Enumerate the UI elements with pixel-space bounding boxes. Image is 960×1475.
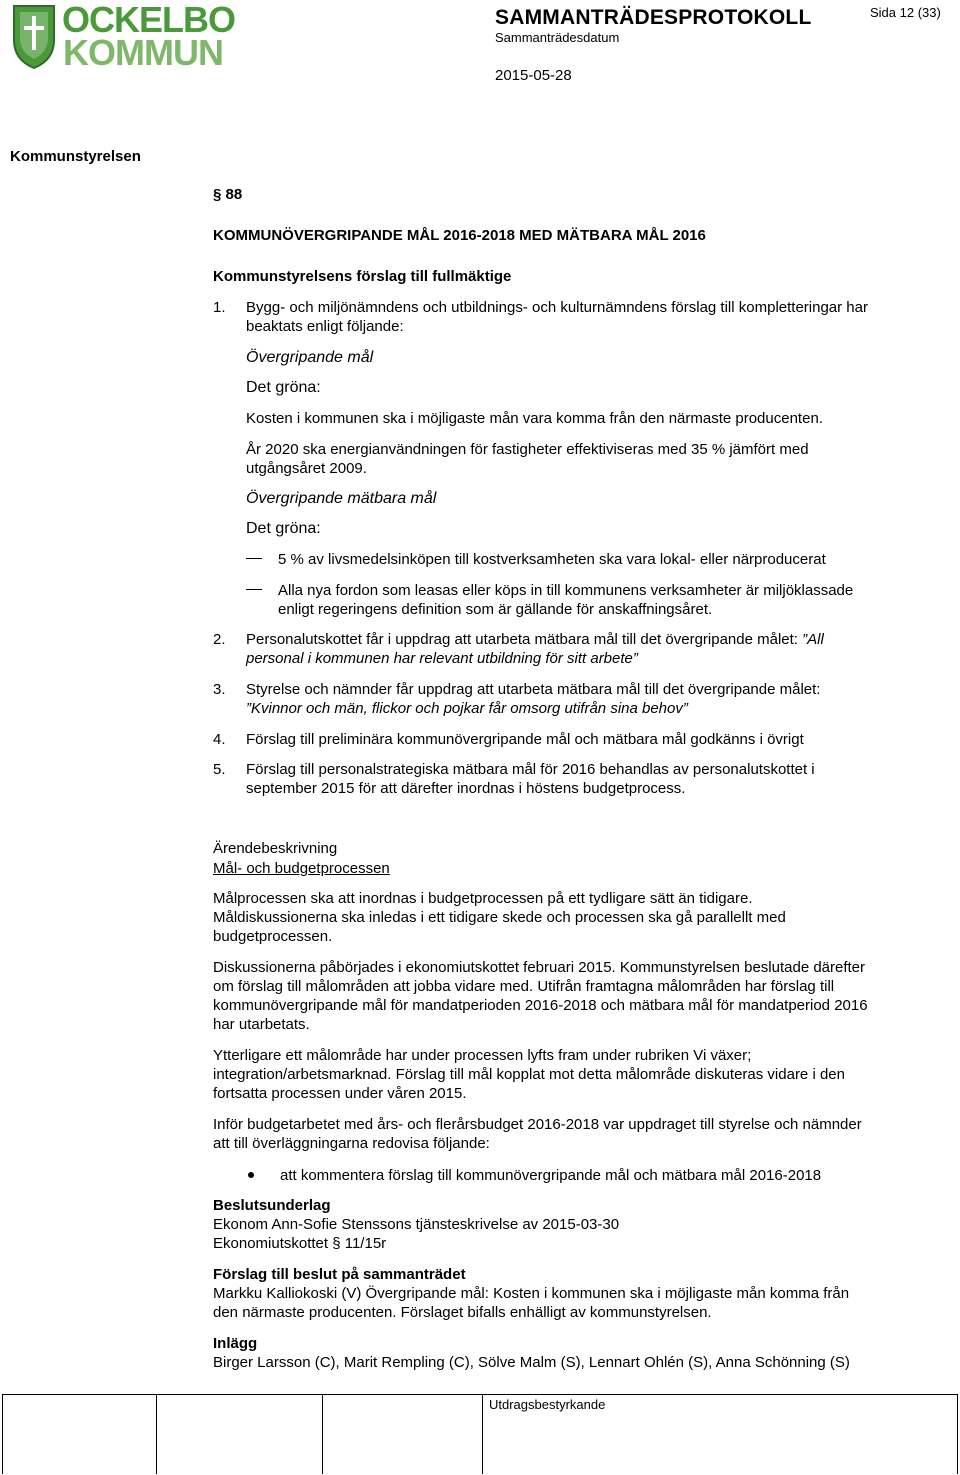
subheading-green: Det gröna: xyxy=(246,379,321,396)
dash-item-text: enligt regeringens definition som är gällande för anskaffningsåret. xyxy=(278,601,713,618)
paragraph-line: kommunövergripande mål för mandatperioden 2016-2018 och mätbara mål för mandatperiod 2016 xyxy=(213,997,868,1014)
logo-line-1: OCKELBO xyxy=(62,0,235,40)
item-number: 3. xyxy=(213,681,226,698)
paragraph-line: Måldiskussionerna ska inledas i ett tidigare skede och processen ska gå parallellt med xyxy=(213,909,786,926)
motion-line: den närmaste producenten. Förslaget bifalls enhälligt av kommunstyrelsen. xyxy=(213,1304,712,1321)
subheading-measurable-goals: Övergripande mätbara mål xyxy=(246,490,437,507)
signature-cell xyxy=(482,1394,483,1474)
item-text-quote: ”Kvinnor och män, flickor och pojkar får omsorg utifrån sina behov” xyxy=(246,700,688,717)
goal-text: Kosten i kommunen ska i möjligaste mån vara komma från den närmaste producenten. xyxy=(246,410,823,427)
item-number: 2. xyxy=(213,631,226,648)
contributions-heading: Inlägg xyxy=(213,1335,258,1352)
meeting-date-label: Sammanträdesdatum xyxy=(495,30,620,45)
signature-cell xyxy=(957,1394,958,1474)
certifier-label: Utdragsbestyrkande xyxy=(489,1397,606,1412)
page-number: Sida 12 (33) xyxy=(870,5,941,20)
organization-name: Kommunstyrelsen xyxy=(10,148,141,165)
logo xyxy=(10,0,235,73)
paragraph-line: Inför budgetarbetet med års- och flerårsbudget 2016-2018 var uppdraget till styrelse och nämnder xyxy=(213,1116,862,1133)
item-text-quote: personal i kommunen har relevant utbildning för sitt arbete” xyxy=(246,650,638,667)
basis-heading: Beslutsunderlag xyxy=(213,1197,331,1214)
case-heading: Ärendebeskrivning xyxy=(213,840,338,857)
dash-item-text: Alla nya fordon som leasas eller köps in till kommunens verksamheter är miljöklassade xyxy=(278,582,854,599)
bullet-item-text: att kommentera förslag till kommunövergripande mål och mätbara mål 2016-2018 xyxy=(280,1167,822,1184)
proposal-heading: Kommunstyrelsens förslag till fullmäktige xyxy=(213,268,512,285)
logo-line-2: KOMMUN xyxy=(63,32,223,73)
dash-item-text: 5 % av livsmedelsinköpen till kostverksamheten ska vara lokal- eller närproducerat xyxy=(278,551,826,568)
dash-marker xyxy=(246,589,262,590)
subheading-green: Det gröna: xyxy=(246,520,321,537)
paragraph-line: har utarbetats. xyxy=(213,1016,310,1033)
paragraph-line: fortsatta processen under våren 2015. xyxy=(213,1085,467,1102)
item-text: beaktats enligt följande: xyxy=(246,318,404,335)
meeting-date: 2015-05-28 xyxy=(495,67,572,84)
paragraph-line: att till överläggningarna redovisa följande: xyxy=(213,1135,490,1152)
coat-of-arms-icon xyxy=(10,2,58,70)
paragraph-line: om förslag till målområden att jobba vidare med. Utifrån framtagna målområden har förslag till xyxy=(213,978,835,995)
goal-text: År 2020 ska energianvändningen för fastigheter effektiviseras med 35 % jämfört med xyxy=(246,441,809,458)
item-text: Förslag till personalstrategiska mätbara mål för 2016 behandlas av personalutskottet i xyxy=(246,761,815,778)
section-title: KOMMUNÖVERGRIPANDE MÅL 2016-2018 MED MÄTBARA MÅL 2016 xyxy=(213,227,706,244)
document-title: SAMMANTRÄDESPROTOKOLL xyxy=(495,6,812,29)
signature-cell xyxy=(2,1394,3,1474)
paragraph-line: budgetprocessen. xyxy=(213,928,333,945)
item-text: Bygg- och miljönämndens och utbildnings- och kulturnämndens förslag till kompletteringar har xyxy=(246,299,868,316)
goal-text: utgångsåret 2009. xyxy=(246,460,367,477)
item-text: Förslag till preliminära kommunövergripande mål och mätbara mål godkänns i övrigt xyxy=(246,731,804,748)
item-number: 5. xyxy=(213,761,226,778)
item-text: Styrelse och nämnder får uppdrag att utarbeta mätbara mål till det övergripande målet: xyxy=(246,681,821,698)
signature-table xyxy=(2,1394,958,1475)
basis-line: Ekonomiutskottet § 11/15r xyxy=(213,1235,387,1252)
signature-cell xyxy=(156,1394,157,1474)
item-number: 1. xyxy=(213,299,226,316)
contributions-line: Birger Larsson (C), Marit Rempling (C), Sölve Malm (S), Lennart Ohlén (S), Anna Schönning (S) xyxy=(213,1354,850,1371)
motion-line: Markku Kalliokoski (V) Övergripande mål: Kosten i kommunen ska i möjligaste mån komma från xyxy=(213,1285,850,1302)
signature-cell xyxy=(322,1394,323,1474)
paragraph-line: Ytterligare ett målområde har under processen lyfts fram under rubriken Vi växer; xyxy=(213,1047,752,1064)
paragraph-line: Målprocessen ska att inordnas i budgetprocessen på ett tydligare sätt än tidigare. xyxy=(213,890,753,907)
subheading-overall-goals: Övergripande mål xyxy=(246,349,374,366)
bullet-marker xyxy=(248,1172,254,1178)
dash-marker xyxy=(246,558,262,559)
paragraph-line: Diskussionerna påbörjades i ekonomiutskottet februari 2015. Kommunstyrelsen beslutade därefter xyxy=(213,959,866,976)
section-number: § 88 xyxy=(213,186,243,203)
item-text: september 2015 för att därefter inordnas i höstens budgetprocess. xyxy=(246,780,686,797)
motion-heading: Förslag till beslut på sammanträdet xyxy=(213,1266,466,1283)
item-text xyxy=(246,630,824,649)
paragraph-line: integration/arbetsmarknad. Förslag till mål kopplat mot detta målområde diskuteras vidare i den xyxy=(213,1066,845,1083)
case-subheading: Mål- och budgetprocessen xyxy=(213,860,390,877)
item-text-quote: ”All xyxy=(802,631,824,648)
item-text-plain: Personalutskottet får i uppdrag att utarbeta mätbara mål till det övergripande målet: xyxy=(246,631,798,648)
basis-line: Ekonom Ann-Sofie Stenssons tjänsteskrivelse av 2015-03-30 xyxy=(213,1216,620,1233)
item-number: 4. xyxy=(213,731,226,748)
